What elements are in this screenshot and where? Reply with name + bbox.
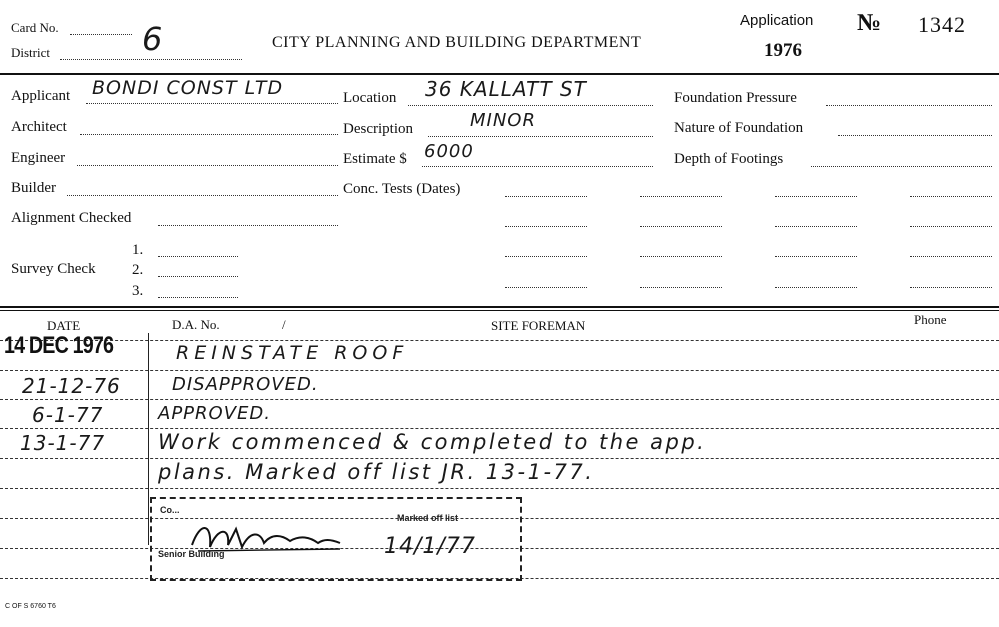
conc-test-line xyxy=(505,196,587,197)
survey-line-1 xyxy=(158,256,238,257)
applicant-line xyxy=(86,103,338,104)
log-row-line xyxy=(0,370,999,371)
marked-off-stamp xyxy=(150,497,522,581)
conc-test-line xyxy=(910,226,992,227)
conc-test-line xyxy=(505,287,587,288)
conc-tests-label: Conc. Tests (Dates) xyxy=(343,181,461,197)
log-da-slash: / xyxy=(282,317,286,332)
district-label: District xyxy=(11,45,50,60)
log-date-3: 6-1-77 xyxy=(32,403,104,427)
log-row-line xyxy=(0,458,999,459)
architect-label: Architect xyxy=(11,119,67,135)
location-value: 36 KALLATT ST xyxy=(425,77,587,101)
estimate-line xyxy=(422,166,653,167)
log-entry-5: plans. Marked off list JR. 13-1-77. xyxy=(158,460,595,484)
survey-line-2 xyxy=(158,276,238,277)
applicant-label: Applicant xyxy=(11,88,71,104)
application-number: 1342 xyxy=(918,12,966,37)
log-row-line xyxy=(0,399,999,400)
application-label: Application xyxy=(740,12,814,29)
log-entry-3: APPROVED. xyxy=(158,403,271,424)
card-no-line xyxy=(70,34,132,35)
log-row-line xyxy=(0,488,999,489)
log-phone-header: Phone xyxy=(914,312,947,327)
log-row-line xyxy=(0,340,999,341)
architect-line xyxy=(80,134,338,135)
conc-test-line xyxy=(640,256,722,257)
log-date-1: 14 DEC 1976 xyxy=(4,332,114,359)
applicant-value: BONDI CONST LTD xyxy=(92,77,284,99)
log-date-2: 21-12-76 xyxy=(22,374,121,398)
estimate-value: 6000 xyxy=(424,141,474,162)
number-symbol: № xyxy=(857,10,882,36)
conc-test-line xyxy=(505,226,587,227)
log-row-line xyxy=(0,428,999,429)
foundation-pressure-line xyxy=(826,105,992,106)
conc-test-line xyxy=(640,287,722,288)
log-date-header: DATE xyxy=(47,318,81,333)
description-label: Description xyxy=(343,121,413,137)
log-entry-1: REINSTATE ROOF xyxy=(176,342,409,364)
conc-test-line xyxy=(775,256,857,257)
survey-num-3: 3. xyxy=(132,283,144,299)
district-value: 6 xyxy=(142,20,164,58)
description-value: MINOR xyxy=(470,110,536,131)
location-line xyxy=(408,105,653,106)
log-divider-top xyxy=(0,306,999,308)
log-divider-top-2 xyxy=(0,310,999,311)
log-entry-2: DISAPPROVED. xyxy=(172,374,319,395)
engineer-line xyxy=(77,165,338,166)
conc-test-line xyxy=(775,226,857,227)
survey-label: Survey Check xyxy=(11,261,96,277)
depth-footings-label: Depth of Footings xyxy=(674,151,784,167)
log-date-4: 13-1-77 xyxy=(20,431,106,455)
form-code: C OF S 6760 T6 xyxy=(5,603,56,610)
stamp-top-label: Co... xyxy=(160,505,180,515)
conc-test-line xyxy=(910,256,992,257)
conc-test-line xyxy=(775,287,857,288)
survey-num-1: 1. xyxy=(132,242,144,258)
log-site-foreman-header: SITE FOREMAN xyxy=(491,318,586,333)
stamp-date: 14/1/77 xyxy=(384,534,476,559)
conc-test-line xyxy=(910,196,992,197)
conc-test-line xyxy=(505,256,587,257)
stamp-senior-building: Senior Building xyxy=(158,549,225,559)
card-no-label: Card No. xyxy=(11,20,59,35)
alignment-label: Alignment Checked xyxy=(11,210,132,226)
conc-test-line xyxy=(775,196,857,197)
nature-foundation-line xyxy=(838,135,992,136)
builder-label: Builder xyxy=(11,180,56,196)
alignment-line xyxy=(158,225,338,226)
survey-num-2: 2. xyxy=(132,262,144,278)
description-line xyxy=(428,136,653,137)
department-title: CITY PLANNING AND BUILDING DEPARTMENT xyxy=(272,34,642,51)
depth-footings-line xyxy=(811,166,992,167)
signature xyxy=(190,517,350,557)
log-da-no-header: D.A. No. xyxy=(172,317,220,332)
engineer-label: Engineer xyxy=(11,150,66,166)
application-year: 1976 xyxy=(764,40,802,61)
builder-line xyxy=(67,195,338,196)
header-divider xyxy=(0,73,999,75)
conc-test-line xyxy=(640,196,722,197)
stamp-marked-off: Marked off list xyxy=(397,513,459,523)
conc-test-line xyxy=(640,226,722,227)
log-entry-4: Work commenced & completed to the app. xyxy=(158,430,707,454)
district-line xyxy=(60,59,242,60)
survey-line-3 xyxy=(158,297,238,298)
log-column-divider xyxy=(148,333,149,545)
foundation-pressure-label: Foundation Pressure xyxy=(674,90,797,106)
location-label: Location xyxy=(343,90,397,106)
estimate-label: Estimate $ xyxy=(343,151,407,167)
conc-test-line xyxy=(910,287,992,288)
nature-foundation-label: Nature of Foundation xyxy=(674,120,804,136)
